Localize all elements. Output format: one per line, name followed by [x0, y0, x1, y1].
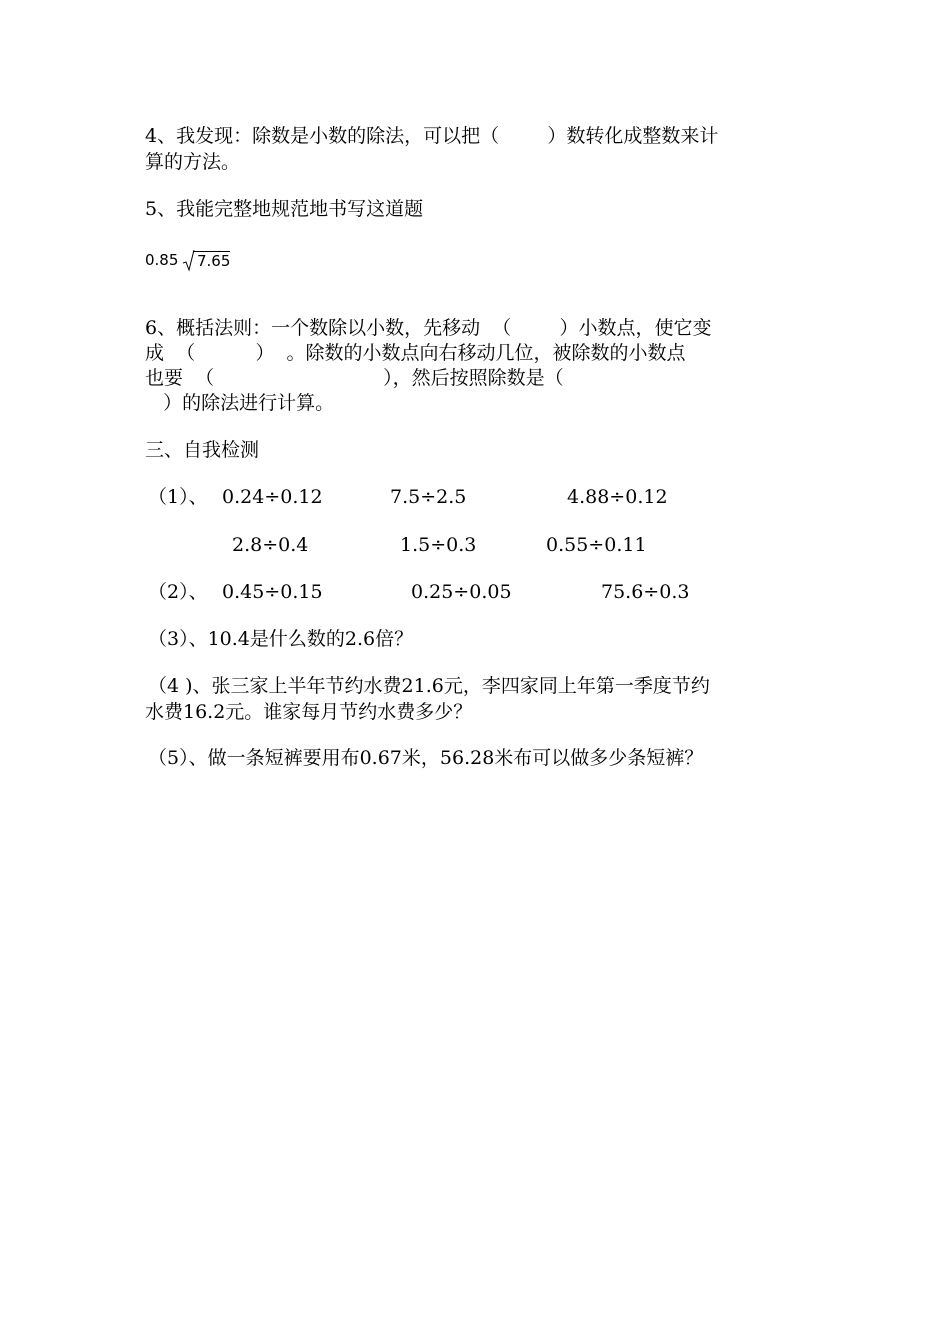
problem-5: （5）、做一条短裤要用布0.67米，56.28米布可以做多少条短裤？ [148, 747, 704, 769]
q4-line-2: 算的方法。 [145, 151, 241, 173]
problem-1-item: 4.88÷0.12 [567, 486, 668, 508]
q4-line-1: 4、我发现：除数是小数的除法，可以把（ ）数转化成整数来计 [145, 125, 719, 147]
problem-2-item: 0.45÷0.15 [222, 581, 323, 603]
section-heading: 三、自我检测 [145, 439, 260, 461]
long-division-expression [145, 248, 255, 272]
problem-1-item: 0.24÷0.12 [222, 486, 323, 508]
q6-line-4: ）的除法进行计算。 [145, 392, 335, 414]
problem-1-item: 0.55÷0.11 [546, 534, 647, 556]
problem-2-label: （2）、 [148, 581, 208, 603]
dividend: 7.65 [193, 251, 230, 270]
q5-label: 5、我能完整地规范地书写这道题 [145, 198, 424, 220]
problem-2-item: 75.6÷0.3 [601, 581, 690, 603]
problem-1-item: 2.8÷0.4 [232, 534, 309, 556]
divisor: 0.85 [145, 251, 179, 269]
problem-1-label: （1）、 [148, 486, 208, 508]
problem-2-item: 0.25÷0.05 [411, 581, 512, 603]
q6-line-1: 6、概括法则：一个数除以小数，先移动 （ ）小数点，使它变 [145, 317, 712, 339]
problem-4-line-1: （4 )、张三家上半年节约水费21.6元，李四家同上年第一季度节约 [148, 675, 710, 697]
q6-line-2: 成 （ ） 。除数的小数点向右移动几位，被除数的小数点 [145, 342, 686, 364]
problem-4-line-2: 水费16.2元。谁家每月节约水费多少？ [145, 701, 473, 723]
problem-1-item: 1.5÷0.3 [400, 534, 477, 556]
problem-3: （3）、10.4是什么数的2.6倍？ [148, 628, 414, 650]
q6-line-3: 也要 （ ），然后按照除数是（ [145, 367, 564, 389]
problem-1-item: 7.5÷2.5 [390, 486, 467, 508]
